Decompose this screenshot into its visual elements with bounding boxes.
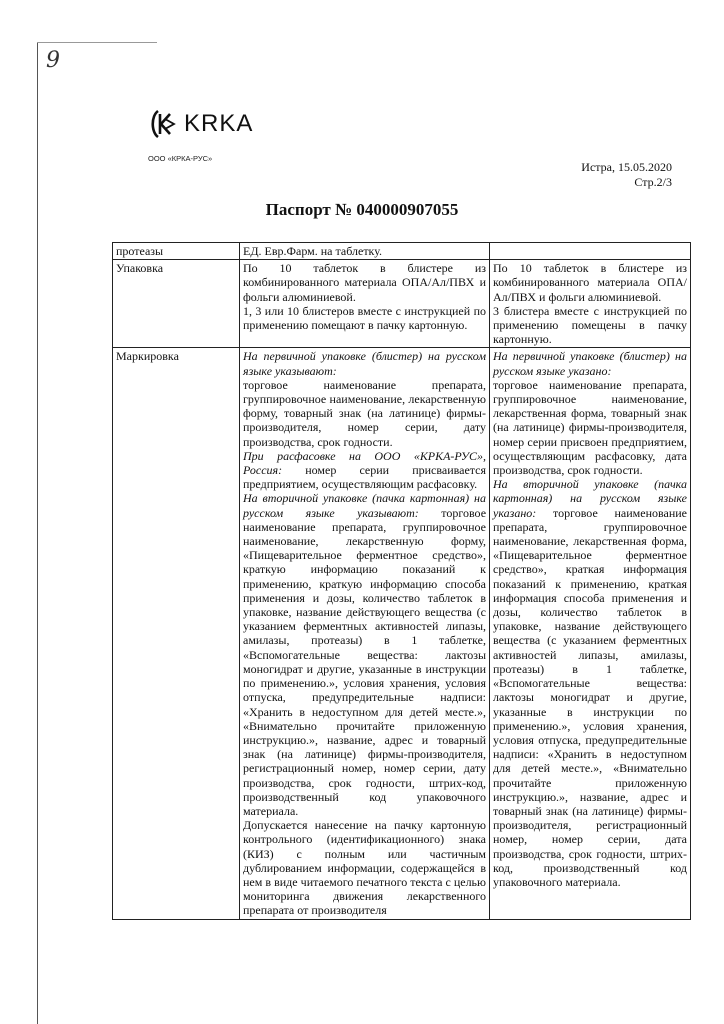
marking-heading: На первичной упаковке (блистер) на русском языке указывают: bbox=[243, 349, 486, 378]
marking-text: Допускается нанесение на пачку картонную контрольного (идентификационного) знака (КИЗ) с полным или частичным дублированием информации, содержащейся в нем в виде читаемого печатного текста с целью мониторинга движения лекарственного препарата от производителя bbox=[243, 818, 486, 918]
table-row bbox=[113, 243, 691, 260]
packaging-text: По 10 таблеток в блистере из комбинированного материала ОПА/Ал/ПВХ и фольги алюминиевой. bbox=[243, 261, 486, 304]
cell-col2: ЕД. Евр.Фарм. на таблетку. bbox=[240, 243, 490, 260]
row-label: Маркировка bbox=[113, 348, 240, 919]
cell-col2 bbox=[240, 348, 490, 919]
page-number: Стр.2/3 bbox=[634, 175, 672, 189]
packaging-text: По 10 таблеток в блистере из комбинированного материала ОПА/Ал/ПВХ и фольги алюминиевой. bbox=[493, 261, 687, 304]
packaging-text: 3 блистера вместе с инструкцией по применению помещены в пачку картонную. bbox=[493, 303, 687, 347]
marking-heading: На первичной упаковке (блистер) на русском языке указано: bbox=[493, 349, 687, 378]
row-label: протеазы bbox=[113, 243, 240, 260]
marking-text: торговое наименование препарата, группировочное наименование, лекарственная форма, «Пищеварительное ферментное средство», краткая информация показаний к применению, краткая информация способа применения и дозы, количество таблеток в упаковке, название действующего вещества (с указанием ферментных активностей липазы, амилазы, протеазы) в 1 таблетке, «Вспомогательные вещества: лактозы моногидрат и другие, указанные в инструкции по применению.», условия хранения, условия отпуска, предупредительные надписи: «Хранить в недоступном для детей месте.», «Внимательно прочитайте приложенную инструкцию.», название, адрес и товарный знак (на латинице) фирмы-производителя, регистрационный номер, номер серии, дата производства, срок годности, штрих-код, производственный код упаковочного материала. bbox=[493, 505, 687, 889]
marking-text: торговое наименование препарата, группировочное наименование, лекарственную форму, «Пищеварительное ферментное средство», краткую информацию показаний к применению, краткую информацию способа применения и дозы, количество таблеток в упаковке, название действующего вещества (с указанием ферментных активностей липазы, амилазы, протеазы) в 1 таблетке, «Вспомогательные вещества: лактозы моногидрат и другие, указанные в инструкции по применению.», условия хранения, условия отпуска, предупредительные надписи: «Хранить в недоступном для детей месте.», «Внимательно прочитайте приложенную инструкцию.», название, адрес и товарный знак (на латинице) фирмы-производителя, регистрационный номер, номер серии, дату производства, срок годности, штрих-код, производственный код упаковочного материала. bbox=[243, 505, 487, 818]
krka-logo-icon bbox=[148, 108, 178, 140]
passport-table bbox=[112, 242, 691, 920]
page-title: Паспорт № 040000907055 bbox=[265, 200, 459, 219]
packaging-text: 1, 3 или 10 блистеров вместе с инструкцией по применению помещают в пачку картонную. bbox=[243, 303, 486, 333]
cell-col3 bbox=[490, 348, 691, 919]
logo-wordmark: KRKA bbox=[184, 110, 254, 137]
table-row bbox=[113, 260, 691, 348]
cell-col3 bbox=[490, 243, 691, 260]
company-name: ООО «КРКА-РУС» bbox=[148, 154, 213, 163]
marking-heading: На вторичной упаковке (пачка картонная) на русском языке указано: bbox=[493, 477, 687, 520]
row-label: Упаковка bbox=[113, 260, 240, 348]
place-date: Истра, 15.05.2020 bbox=[581, 160, 672, 174]
cell-col2 bbox=[240, 260, 490, 348]
table-row bbox=[113, 348, 691, 919]
cell-col3 bbox=[490, 260, 691, 348]
page-top-line bbox=[37, 42, 157, 43]
marking-heading: При расфасовке на ООО «КРКА-РУС», Россия: bbox=[243, 448, 486, 478]
handwritten-page-mark: 9 bbox=[46, 48, 60, 73]
marking-heading: На вторичной упаковке (пачка картонная) на русском языке указывают: bbox=[243, 491, 486, 520]
marking-text: торговое наименование препарата, группировочное наименование, лекарственную форму, товарный знак (на латинице) фирмы-производителя, номер серии, дату производства, срок годности. bbox=[243, 377, 486, 449]
marking-text: номер серии присваивается предприятием, осуществляющим расфасовку. bbox=[243, 463, 487, 492]
page-edge-line bbox=[37, 42, 38, 1024]
marking-text: торговое наименование препарата, группировочное наименование, лекарственная форма, товарный знак (на латинице) фирмы-производителя, номер серии присвоен предприятием, осуществляющим расфасовку, дата производства, срок годности. bbox=[493, 377, 687, 478]
krka-logo bbox=[148, 108, 253, 140]
